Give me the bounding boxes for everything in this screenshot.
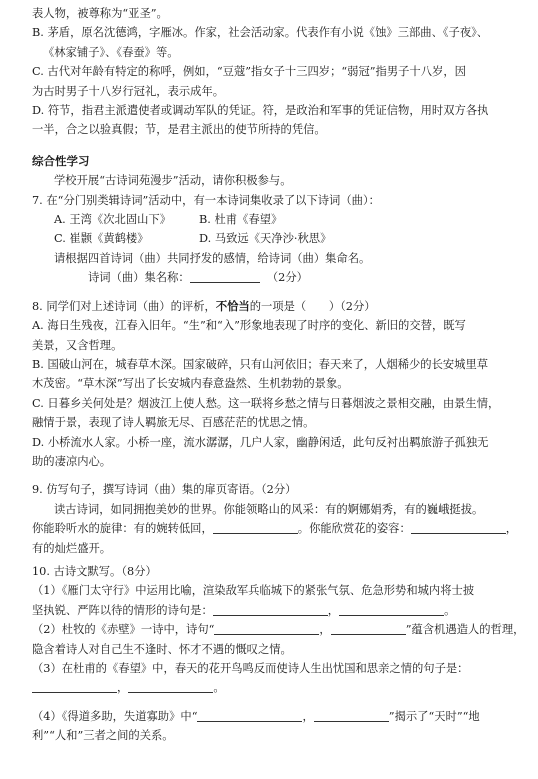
q7-answer-line xyxy=(32,268,518,287)
q10-text: 。 xyxy=(213,681,225,695)
text-line: 一半，合之以验真假；节，是君主派出的使节所持的凭信。 xyxy=(32,123,326,137)
q9-paragraph-line1: 读古诗词，如同拥抱美妙的世界。你能领略山的风采：有的婀娜娟秀，有的巍峨挺拔。 xyxy=(54,502,484,516)
q8-stem xyxy=(32,297,518,316)
q7-stem: 7. 在“分门别类辑诗词”活动中，有一本诗词集收录了以下诗词（曲）： xyxy=(32,193,380,207)
q10-text: ”蕴含机遇造人的哲理， xyxy=(405,623,525,637)
q10-text: ， xyxy=(319,623,331,637)
q10-4-line1 xyxy=(32,707,518,726)
q10-text: ， xyxy=(117,681,129,695)
q10-text: （4）《得道多助，失道寡助》中“ xyxy=(32,709,198,723)
q8-option-b-line2: 木茂密。“草木深”写出了长安城内春意盎然、生机勃勃的景象。 xyxy=(32,377,349,391)
q10-text: （2）杜牧的《赤壁》一诗中，诗句“ xyxy=(32,623,215,637)
q10-stem: 10. 古诗文默写。（8分） xyxy=(32,564,157,578)
section-intro: 学校开展“古诗词苑漫步”活动，请你积极参与。 xyxy=(54,174,292,188)
q10-3-blank-2[interactable] xyxy=(128,680,213,693)
q10-4-blank-2[interactable] xyxy=(314,709,389,722)
q8-option-a-line2: 美景，又含哲理。 xyxy=(32,338,123,352)
q9-text: ， xyxy=(505,522,518,536)
q7-points: （2分） xyxy=(266,271,308,285)
q9-text: 。你能欣赏花的姿容： xyxy=(297,522,411,536)
q7-options-row-2 xyxy=(32,229,518,248)
text-line: 表人物，被尊称为“亚圣”。 xyxy=(32,7,168,20)
q10-1-line1: （1）《雁门太守行》中运用比喻，渲染敌军兵临城下的紧张气氛、危急形势和城内将士披 xyxy=(32,584,475,598)
q10-3-line1: （3）在杜甫的《春望》中，春天的花开鸟鸣反而使诗人生出忧国和思亲之情的句子是： xyxy=(32,662,469,675)
q10-text: ， xyxy=(302,709,314,723)
q8-option-a-line1: A. 海日生残夜，江春入旧年。“生”和“入”形象地表现了时序的变化、新旧的交替，既写 xyxy=(32,319,466,333)
q10-2-line2: 隐含着诗人对自己生不逢时、怀才不遇的慨叹之情。 xyxy=(32,642,292,656)
q8-option-b-line1: B. 国破山河在，城春草木深。国家破碎，只有山河依旧；春天来了，人烟稀少的长安城里草 xyxy=(32,357,489,371)
q10-2-blank-2[interactable] xyxy=(331,622,406,635)
q8-option-d-line1: D. 小桥流水人家。小桥一座，流水潺潺，几户人家，幽静闲适，此句反衬出羁旅游子孤独无 xyxy=(32,435,489,449)
q7-option-a: A. 王湾《次北固山下》 xyxy=(54,213,172,227)
q8-option-c-line2: 融情于景，表现了诗人羁旅无尽、百感茫茫的忧思之情。 xyxy=(32,416,315,430)
q9-paragraph-line3: 有的灿烂盛开。 xyxy=(32,541,112,555)
q8-stem-part: 的一项是（ ）（2分） xyxy=(249,299,376,313)
q7-instruction: 请根据四首诗词（曲）共同抒发的感情，给诗词（曲）集命名。 xyxy=(54,251,371,265)
text-line: B. 茅盾，原名沈德鸿，字雁冰。作家，社会活动家。代表作有小说《蚀》三部曲、《子夜》、 xyxy=(32,26,489,40)
q7-answer-label: 诗词（曲）集名称： xyxy=(88,271,190,285)
q7-option-b: B. 杜甫《春望》 xyxy=(199,213,283,227)
q10-3-line2 xyxy=(32,678,518,697)
q8-stem-emphasis: 不恰当 xyxy=(215,298,250,313)
q10-4-blank-1[interactable] xyxy=(197,709,302,722)
q7-option-d: D. 马致远《天净沙·秋思》 xyxy=(199,232,332,246)
q9-blank-2[interactable] xyxy=(411,521,506,534)
q9-blank-1[interactable] xyxy=(213,521,298,534)
q9-paragraph-line2 xyxy=(32,519,518,538)
q10-3-blank-1[interactable] xyxy=(32,680,117,693)
q10-text: ， xyxy=(327,603,340,617)
text-line: 《林家铺子》、《春蚕》等。 xyxy=(43,45,179,59)
q10-text: ”揭示了“天时”“地 xyxy=(388,709,480,723)
text-line: D. 符节，指君主派遣使者或调动军队的凭证。符，是政治和军事的凭证信物，用时双方各执 xyxy=(32,104,489,118)
q9-text: 你能聆听水的旋律：有的婉转低回， xyxy=(32,522,213,536)
text-line: 为古时男子十八岁行冠礼，表示成年。 xyxy=(32,84,225,98)
q10-text: 。 xyxy=(444,603,456,617)
q7-answer-blank[interactable] xyxy=(190,270,260,283)
q7-options-row-1 xyxy=(32,210,518,229)
q10-1-line2 xyxy=(32,601,518,620)
q10-text: 坚执锐、严阵以待的情形的诗句是： xyxy=(32,603,213,617)
q10-2-line1 xyxy=(32,620,525,639)
q9-stem: 9. 仿写句子，撰写诗词（曲）集的扉页寄语。（2分） xyxy=(32,483,297,497)
q8-stem-part: 8. 同学们对上述诗词（曲）的评析， xyxy=(32,299,216,313)
q10-2-blank-1[interactable] xyxy=(214,622,319,635)
q8-option-d-line2: 助的凄凉内心。 xyxy=(32,454,112,468)
text-line: C. 古代对年龄有特定的称呼，例如，“豆蔻”指女子十三四岁；“弱冠”指男子十八岁，因 xyxy=(32,65,466,79)
q7-option-c: C. 崔颢《黄鹤楼》 xyxy=(54,232,149,246)
q8-option-c-line1: C. 日暮乡关何处是？烟波江上使人愁。这一联将乡愁之情与日暮烟波之景相交融，由景生情， xyxy=(32,396,500,410)
q10-4-line2: 利”“人和”三者之间的关系。 xyxy=(32,729,174,743)
section-title: 综合性学习 xyxy=(32,153,90,168)
q10-1-blank-1[interactable] xyxy=(213,603,328,616)
q10-1-blank-2[interactable] xyxy=(339,603,444,616)
